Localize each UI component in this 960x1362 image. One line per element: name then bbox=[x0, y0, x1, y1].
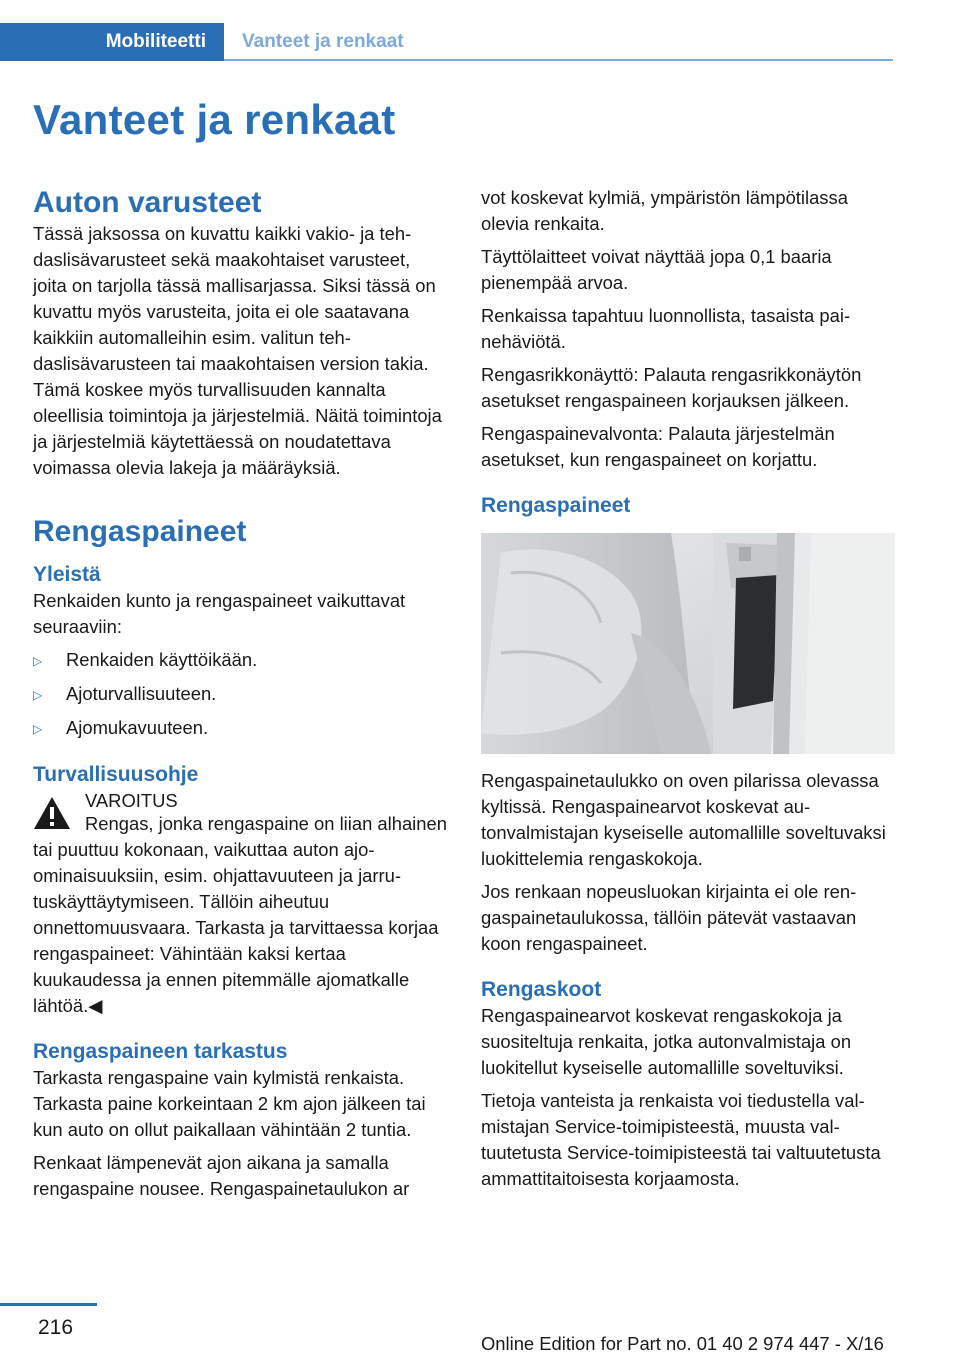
subheading-yleista: Yleistä bbox=[33, 563, 101, 586]
warning-triangle-icon bbox=[33, 788, 85, 837]
list-item-text: Ajoturvallisuuteen. bbox=[66, 683, 217, 704]
bullet-list bbox=[33, 647, 448, 742]
triangle-bullet-icon: ▷ bbox=[33, 654, 43, 668]
section-heading-rengaspaineet: Rengaspaineet bbox=[33, 515, 247, 548]
triangle-bullet-icon: ▷ bbox=[33, 722, 43, 736]
list-item-text: Ajomukavuuteen. bbox=[66, 717, 209, 738]
right-column bbox=[481, 185, 895, 1199]
subheading-rengaspaineen-tarkastus: Rengaspaineen tarkastus bbox=[33, 1040, 288, 1063]
tarkastus-paragraph-2: Renkaat lämpenevät ajon aikana ja samalla rengaspaine nousee. Rengaspainetaulukon ar bbox=[33, 1152, 410, 1199]
subheading-turvallisuusohje: Turvallisuusohje bbox=[33, 763, 199, 786]
yleista-paragraph: Renkaiden kunto ja rengaspaineet vaikuttavat seuraaviin: bbox=[33, 590, 406, 637]
auton-varusteet-paragraph: Tässä jaksossa on kuvattu kaikki vakio- ja tehdaslisävarusteet sekä maakohtaiset varusteet, joita on tarjolla tässä mallisarjassa. Siksi tässä on kuvattu myös varusteita, joita ei ole saatavana kaikkiin automalleihin esim. valitun tehdaslisävarusteen tai maakohtaisen version takia. Tämä koskee myös turvallisuuden kannalta oleellisia toimintoja ja järjestelmiä. Näitä toimintoja ja järjestelmiä käytettäessä on noudatettava voimassa olevia lakeja ja määräyksiä. bbox=[33, 223, 442, 478]
triangle-bullet-icon: ▷ bbox=[33, 688, 43, 702]
photo-caption-paragraph-1: Rengaspainetaulukko on oven pilarissa olevassa kyltissä. Rengaspainearvot koskevat autonvalmistajan kyseiselle automallille soveltuvaksi luokittelemia rengaskokoja. bbox=[481, 770, 886, 869]
list-item bbox=[33, 647, 448, 674]
section-heading-auton-varusteet: Auton varusteet bbox=[33, 186, 262, 219]
right-paragraph-1: vot koskevat kylmiä, ympäristön lämpötilassa olevia renkaita. bbox=[481, 187, 848, 234]
right-paragraph-5: Rengaspainevalvonta: Palauta järjestelmän asetukset, kun rengaspaineet on korjattu. bbox=[481, 423, 835, 470]
header-divider bbox=[224, 59, 893, 61]
photo-caption-paragraph-2: Jos renkaan nopeusluokan kirjainta ei ole rengaspainetaulukossa, tällöin pätevät vastaavan koon rengaspaineet. bbox=[481, 881, 857, 954]
list-item-text: Renkaiden käyttöikään. bbox=[66, 649, 258, 670]
subheading-rengaskoot: Rengaskoot bbox=[481, 978, 602, 1001]
edition-note: Online Edition for Part no. 01 40 2 974 447 - X/16 bbox=[481, 1333, 884, 1354]
rengaskoot-paragraph-1: Rengaspainearvot koskevat rengaskokoja ja suositeltuja renkaita, jotka autonvalmistaja on luokitellut kyseiselle automallille soveltuviksi. bbox=[481, 1005, 852, 1078]
tarkastus-paragraph-1: Tarkasta rengaspaine vain kylmistä renkaista. Tarkasta paine korkeintaan 2 km ajon jälkeen tai kun auto on ollut paikallaan vähintään 2 tuntia. bbox=[33, 1067, 426, 1140]
door-pillar-photo bbox=[481, 533, 895, 754]
left-column bbox=[33, 185, 448, 1209]
header-section-tab[interactable]: Mobiliteetti bbox=[0, 23, 224, 61]
footer-divider bbox=[0, 1303, 97, 1306]
rengaskoot-paragraph-2: Tietoja vanteista ja renkaista voi tiedustella valmistajan Service-toimipisteestä, muusta valtuutetusta Service-toimipisteestä tai valtuutetusta ammattitaitoisesta korjaamosta. bbox=[481, 1090, 881, 1189]
warning-text bbox=[33, 811, 448, 1019]
page-title: Vanteet ja renkaat bbox=[33, 96, 396, 143]
list-item bbox=[33, 681, 448, 708]
right-paragraph-2: Täyttölaitteet voivat näyttää jopa 0,1 baaria pienempää arvoa. bbox=[481, 246, 832, 293]
warning-text-content: Rengas, jonka rengaspaine on liian alhainen tai puuttuu kokonaan, vaikuttaa auton ajoominaisuuksiin, esim. ohjattavuuteen ja jarrutuskäyttäytymiseen. Tällöin aiheutuu onnettomuusvaara. Tarkasta ja tarvittaessa korjaa rengaspaineet: Vähintään kaksi kertaa kuukaudessa ja ennen pitemmälle ajomatkalle lähtöä.◀ bbox=[33, 813, 447, 1016]
page-number: 216 bbox=[38, 1316, 74, 1339]
header-chapter-tab[interactable]: Vanteet ja renkaat bbox=[242, 31, 404, 52]
right-paragraph-3: Renkaissa tapahtuu luonnollista, tasaista painehäviötä. bbox=[481, 305, 851, 352]
list-item bbox=[33, 715, 448, 742]
right-paragraph-4: Rengasrikkonäyttö: Palauta rengasrikkonäytön asetukset rengaspaineen korjauksen jälkeen. bbox=[481, 364, 862, 411]
warning-label: VAROITUS bbox=[85, 790, 178, 811]
subheading-rengaspaineet: Rengaspaineet bbox=[481, 494, 631, 517]
running-header bbox=[0, 23, 893, 61]
